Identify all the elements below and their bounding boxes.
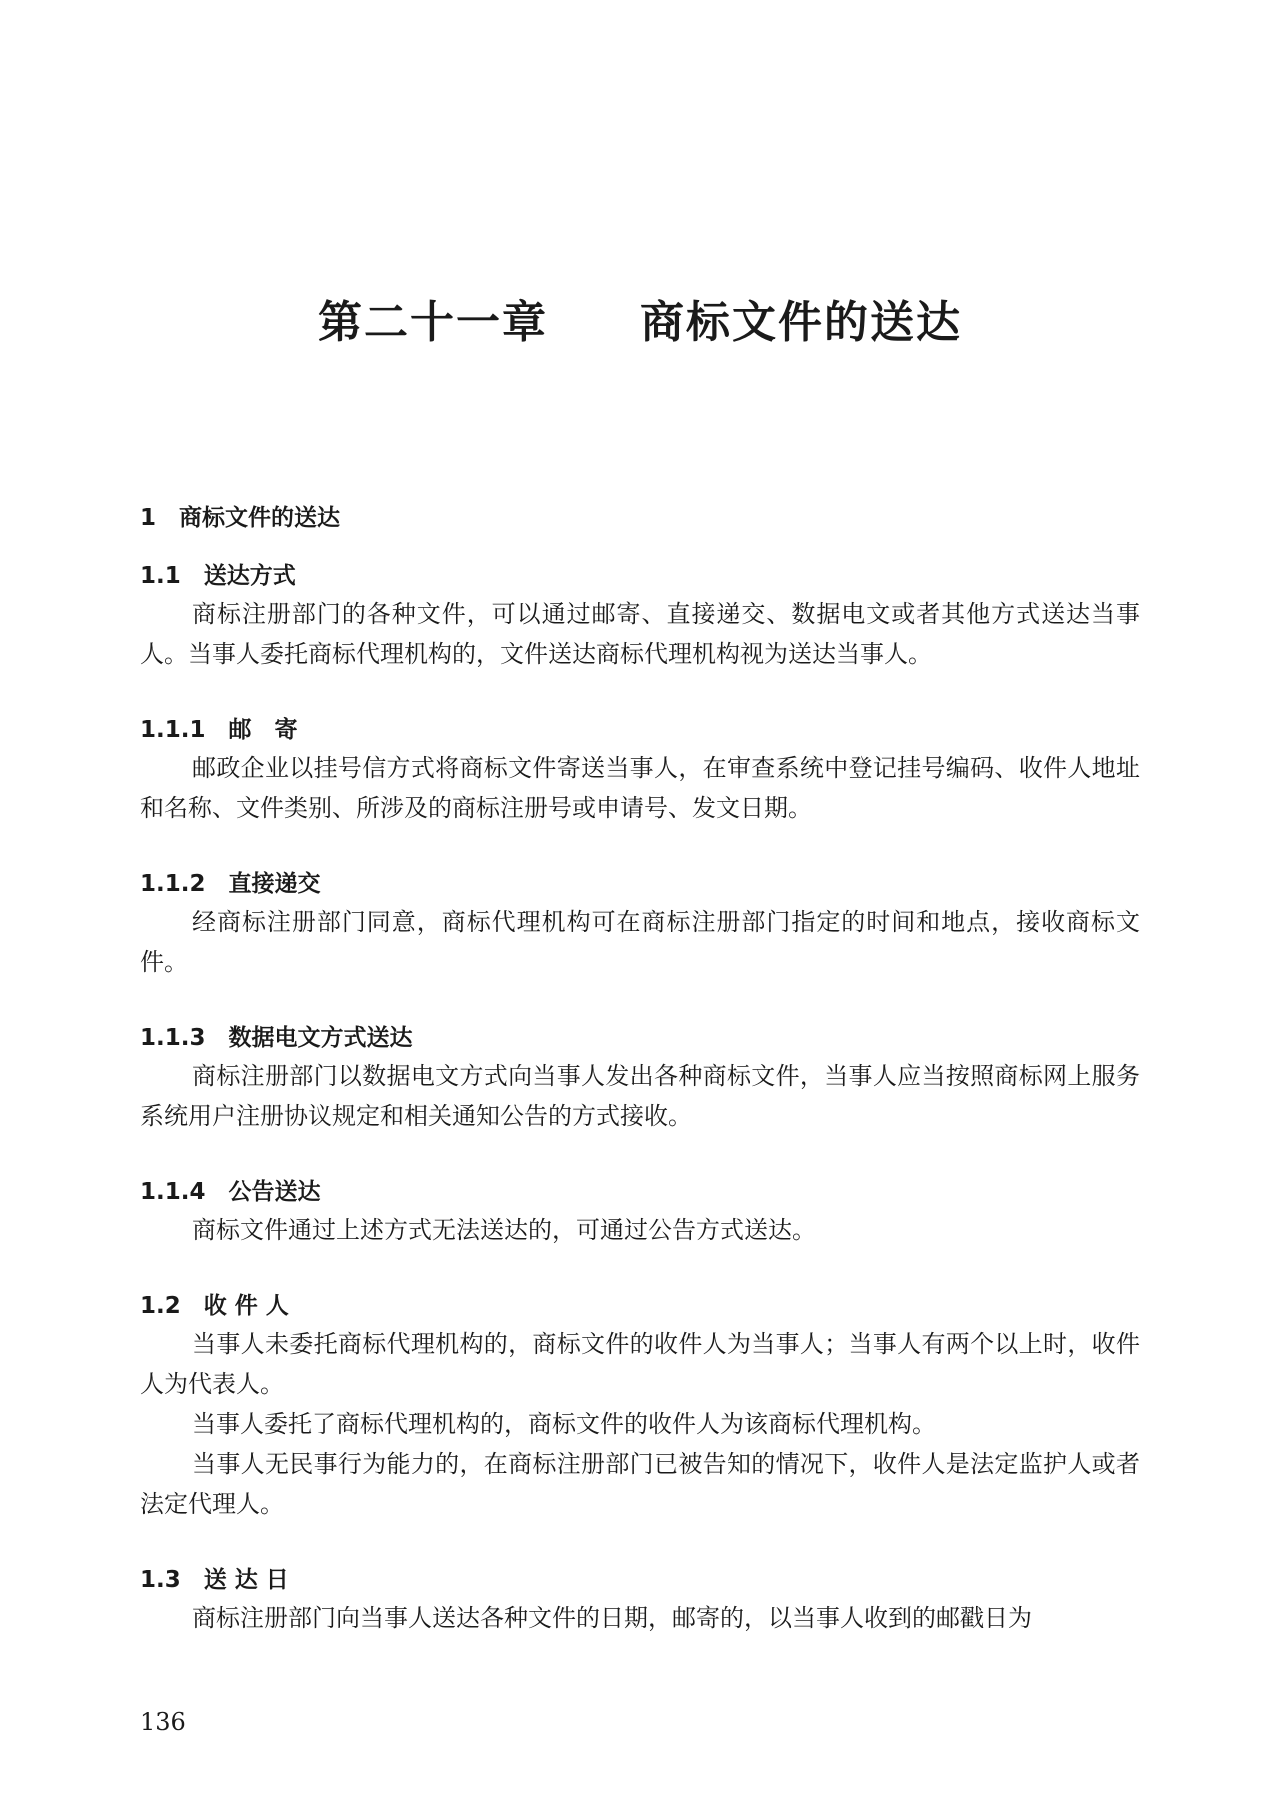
page-number: 136 xyxy=(140,1708,186,1736)
section-heading-1-1-3: 1.1.3 数据电文方式送达 xyxy=(140,1025,413,1051)
section-heading-1-1-2: 1.1.2 直接递交 xyxy=(140,871,321,897)
section-heading-1-1-4: 1.1.4 公告送达 xyxy=(140,1179,321,1205)
section-1-1 xyxy=(140,558,1140,674)
paragraph: 商标文件通过上述方式无法送达的，可通过公告方式送达。 xyxy=(192,1216,816,1244)
paragraph: 当事人无民事行为能力的，在商标注册部门已被告知的情况下，收件人是法定监护人或者法定代理人。 xyxy=(140,1450,1140,1518)
paragraph: 当事人未委托商标代理机构的，商标文件的收件人为当事人；当事人有两个以上时，收件人为代表人。 xyxy=(140,1330,1140,1398)
section-heading-1-2: 1.2 收 件 人 xyxy=(140,1293,289,1319)
section-1-3 xyxy=(140,1562,1140,1638)
section-heading-1-3: 1.3 送 达 日 xyxy=(140,1567,289,1593)
paragraph: 当事人委托了商标代理机构的，商标文件的收件人为该商标代理机构。 xyxy=(192,1410,936,1438)
section-1-2 xyxy=(140,1288,1140,1524)
paragraph: 邮政企业以挂号信方式将商标文件寄送当事人，在审查系统中登记挂号编码、收件人地址和名称、文件类别、所涉及的商标注册号或申请号、发文日期。 xyxy=(140,754,1140,822)
paragraph: 商标注册部门向当事人送达各种文件的日期，邮寄的，以当事人收到的邮戳日为 xyxy=(192,1604,1032,1632)
page-content xyxy=(140,500,1140,1676)
paragraph: 经商标注册部门同意，商标代理机构可在商标注册部门指定的时间和地点，接收商标文件。 xyxy=(140,908,1140,976)
section-1-1-3 xyxy=(140,1020,1140,1136)
section-1-1-4 xyxy=(140,1174,1140,1250)
paragraph: 商标注册部门以数据电文方式向当事人发出各种商标文件，当事人应当按照商标网上服务系统用户注册协议规定和相关通知公告的方式接收。 xyxy=(140,1062,1140,1130)
section-1-1-1 xyxy=(140,712,1140,828)
section-heading-1-1-1: 1.1.1 邮 寄 xyxy=(140,717,298,743)
paragraph: 商标注册部门的各种文件，可以通过邮寄、直接递交、数据电文或者其他方式送达当事人。当事人委托商标代理机构的，文件送达商标代理机构视为送达当事人。 xyxy=(140,600,1140,668)
section-heading-1: 1 商标文件的送达 xyxy=(140,505,341,531)
chapter-title: 第二十一章 商标文件的送达 xyxy=(318,297,962,348)
section-heading-1-1: 1.1 送达方式 xyxy=(140,563,296,589)
section-1-1-2 xyxy=(140,866,1140,982)
